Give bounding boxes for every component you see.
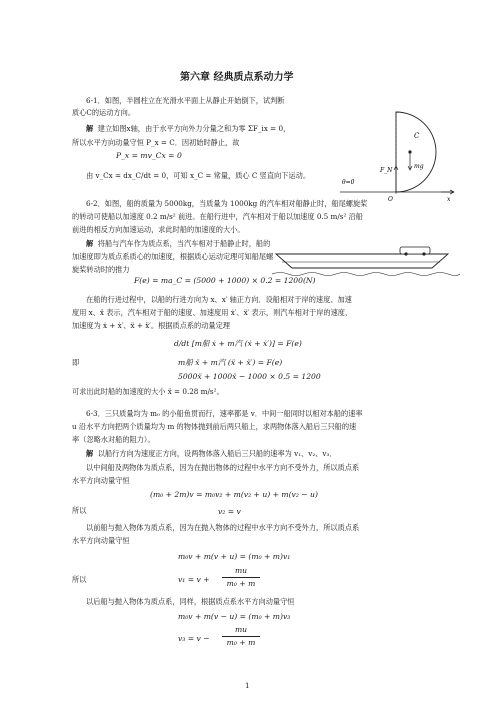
solution-3-line-1 — [86, 448, 337, 459]
solution-label: 解 — [86, 449, 94, 458]
label-c: C — [414, 132, 420, 140]
label-origin: O — [388, 196, 393, 203]
problem-3-line-1: 6-3．三只质量均为 m₀ 的小船鱼贯而行，速率都是 v．中间一船同时以相对本船的速率 — [86, 409, 363, 418]
problem-3-line-3: 率（忽略水对船的阻力）。 — [72, 435, 155, 444]
equation-3-5: m₀v + m(v − u) = (m₀ + m)v₃ — [178, 612, 291, 621]
solution-1-line-3: 由 v_Cx = dx_C/dt = 0，可知 x_C = 常量，质心 C 竖直向下运动。 — [86, 171, 311, 180]
page-title: 第六章 经典质点系动力学 — [180, 72, 294, 83]
problem-2-line-2: 的转动可使船以加速度 0.2 m/s² 前进。在船行进中，汽车相对于船以加速度 0.5 m/s² 沿船 — [72, 212, 363, 221]
solution-1-line-1 — [86, 123, 290, 134]
solution-3-line-8: 以后船与抛入物体为质点系，同样，根据质点系水平方向动量守恒 — [86, 597, 295, 606]
equation-3-4-numerator: mu — [234, 566, 248, 575]
solution-2-line-2: 加速度即为质点系质心的加速度，根据质心运动定理可知船尾螺 — [72, 252, 274, 261]
solution-3-line-2: 以中间船及两物体为质点系，因为在抛出物体的过程中水平方向不受外力，所以质点系 — [86, 463, 360, 472]
equation-1-1: P_x = mv_Cx = 0 — [116, 151, 182, 160]
equation-3-3: m₀v + m(v + u) = (m₀ + m)v₁ — [178, 552, 291, 561]
equation-2-2: d/dt [m船 ẋ + m汽 (ẋ + ẋ′)] = F(e) — [174, 339, 302, 348]
solution-1-line-2: 所以水平方向动量守恒 P_x = C．因初始时静止，故 — [72, 138, 240, 147]
equation-3-6-denominator: m₀ + m — [226, 638, 256, 647]
solution-1-text: 建立如图x轴，由于水平方向外力分量之和为零 ΣF_ix = 0， — [97, 124, 291, 133]
equation-3-6-lhs: v₃ = v − — [178, 634, 210, 643]
semicylinder-figure — [336, 104, 458, 204]
solution-label: 解 — [86, 239, 94, 248]
equation-2-4: 5000ẍ + 1000ẍ − 1000 × 0.5 = 1200 — [178, 372, 321, 381]
solution-2-line-6: 加速度为 ẋ + ẋ′、ẍ + ẍ′。根据质点系的动量定理 — [72, 321, 230, 330]
semicylinder-shape — [396, 112, 436, 192]
car-wheel-rear — [404, 252, 407, 255]
solution-3-line-5: 以前船与抛入物体为质点系，因为在抛入物体的过程中水平方向不受外力，所以质点系 — [86, 523, 360, 532]
problem-1-line-1: 6-1．如图，半圆柱立在光滑水平面上从静止开始倒下，试判断 — [86, 96, 285, 105]
label-x: x — [447, 196, 451, 203]
solution-2-line-1 — [86, 238, 270, 249]
car-body — [400, 247, 430, 254]
equation-2-3: m船 ẍ + m汽 (ẍ + ẍ′) = F(e) — [178, 358, 283, 367]
solution-3-line-3: 水平方向动量守恒 — [72, 476, 130, 485]
solution-2-line-8: 可求出此时船的加速度的大小 ẍ = 0.28 m/s²。 — [72, 387, 224, 396]
equation-3-6-numerator: mu — [234, 625, 248, 634]
car-wheel-front — [422, 252, 425, 255]
fraction-bar — [222, 636, 260, 637]
solution-3-text: 以船行方向为速度正方向，设两物体落入船后三只船的速率为 v₁、v₂、v₃． — [97, 449, 337, 458]
solution-2-line-3: 旋桨转动时的推力 — [72, 265, 130, 274]
equation-3-4-denominator: m₀ + m — [226, 579, 256, 588]
ship-hull — [276, 254, 448, 268]
page-number: 1 — [245, 681, 250, 690]
equation-3-1: (m₀ + 2m)v = m₀v₂ + m(v₂ + u) + m(v₂ − u) — [150, 490, 318, 499]
problem-2-line-1: 6-2．如图，船的质量为 5000kg，当质量为 1000kg 的汽车相对船静止时，船尾螺旋桨 — [86, 199, 368, 208]
equation-3-2: v₂ = v — [218, 507, 241, 516]
solution-2-line-4: 在船的行进过程中，以船的行进方向为 x、x′ 轴正方向．设船相对于岸的速度、加速 — [86, 295, 352, 304]
solution-label: 解 — [86, 124, 94, 133]
problem-3-line-2: u 沿水平方向把两个质量均为 m 的物体抛到前后两只船上，求两物体落入船后三只船的速 — [72, 422, 357, 431]
equation-3-4-lhs: v₁ = v + — [178, 575, 210, 584]
problem-1-line-2: 质心C的运动方向。 — [72, 108, 136, 117]
solution-2-line-5: 度用 x、ẍ 表示，汽车相对于船的速度、加速度用 ẋ′、ẍ′ 表示，则汽车相对于岸的速度、 — [72, 308, 353, 317]
label-mg: mg — [414, 163, 424, 170]
solution-2-text: 将船与汽车作为质点系，当汽车相对于船静止时，船的 — [97, 239, 271, 248]
solution-3-line-7: 所以 — [72, 575, 87, 584]
label-theta: θ=0 — [342, 179, 355, 186]
solution-3-line-6: 水平方向动量守恒 — [72, 536, 130, 545]
solution-2-line-7: 即 — [72, 358, 80, 367]
equation-2-1: F(e) = ma_C = (5000 + 1000) × 0.2 = 1200(N) — [134, 276, 316, 285]
fraction-bar — [222, 577, 260, 578]
solution-3-line-4: 所以 — [72, 506, 87, 515]
label-fn: F_N — [380, 167, 393, 174]
problem-2-line-3: 前进的相反方向加速运动，求此时船的加速度的大小。 — [72, 225, 245, 234]
